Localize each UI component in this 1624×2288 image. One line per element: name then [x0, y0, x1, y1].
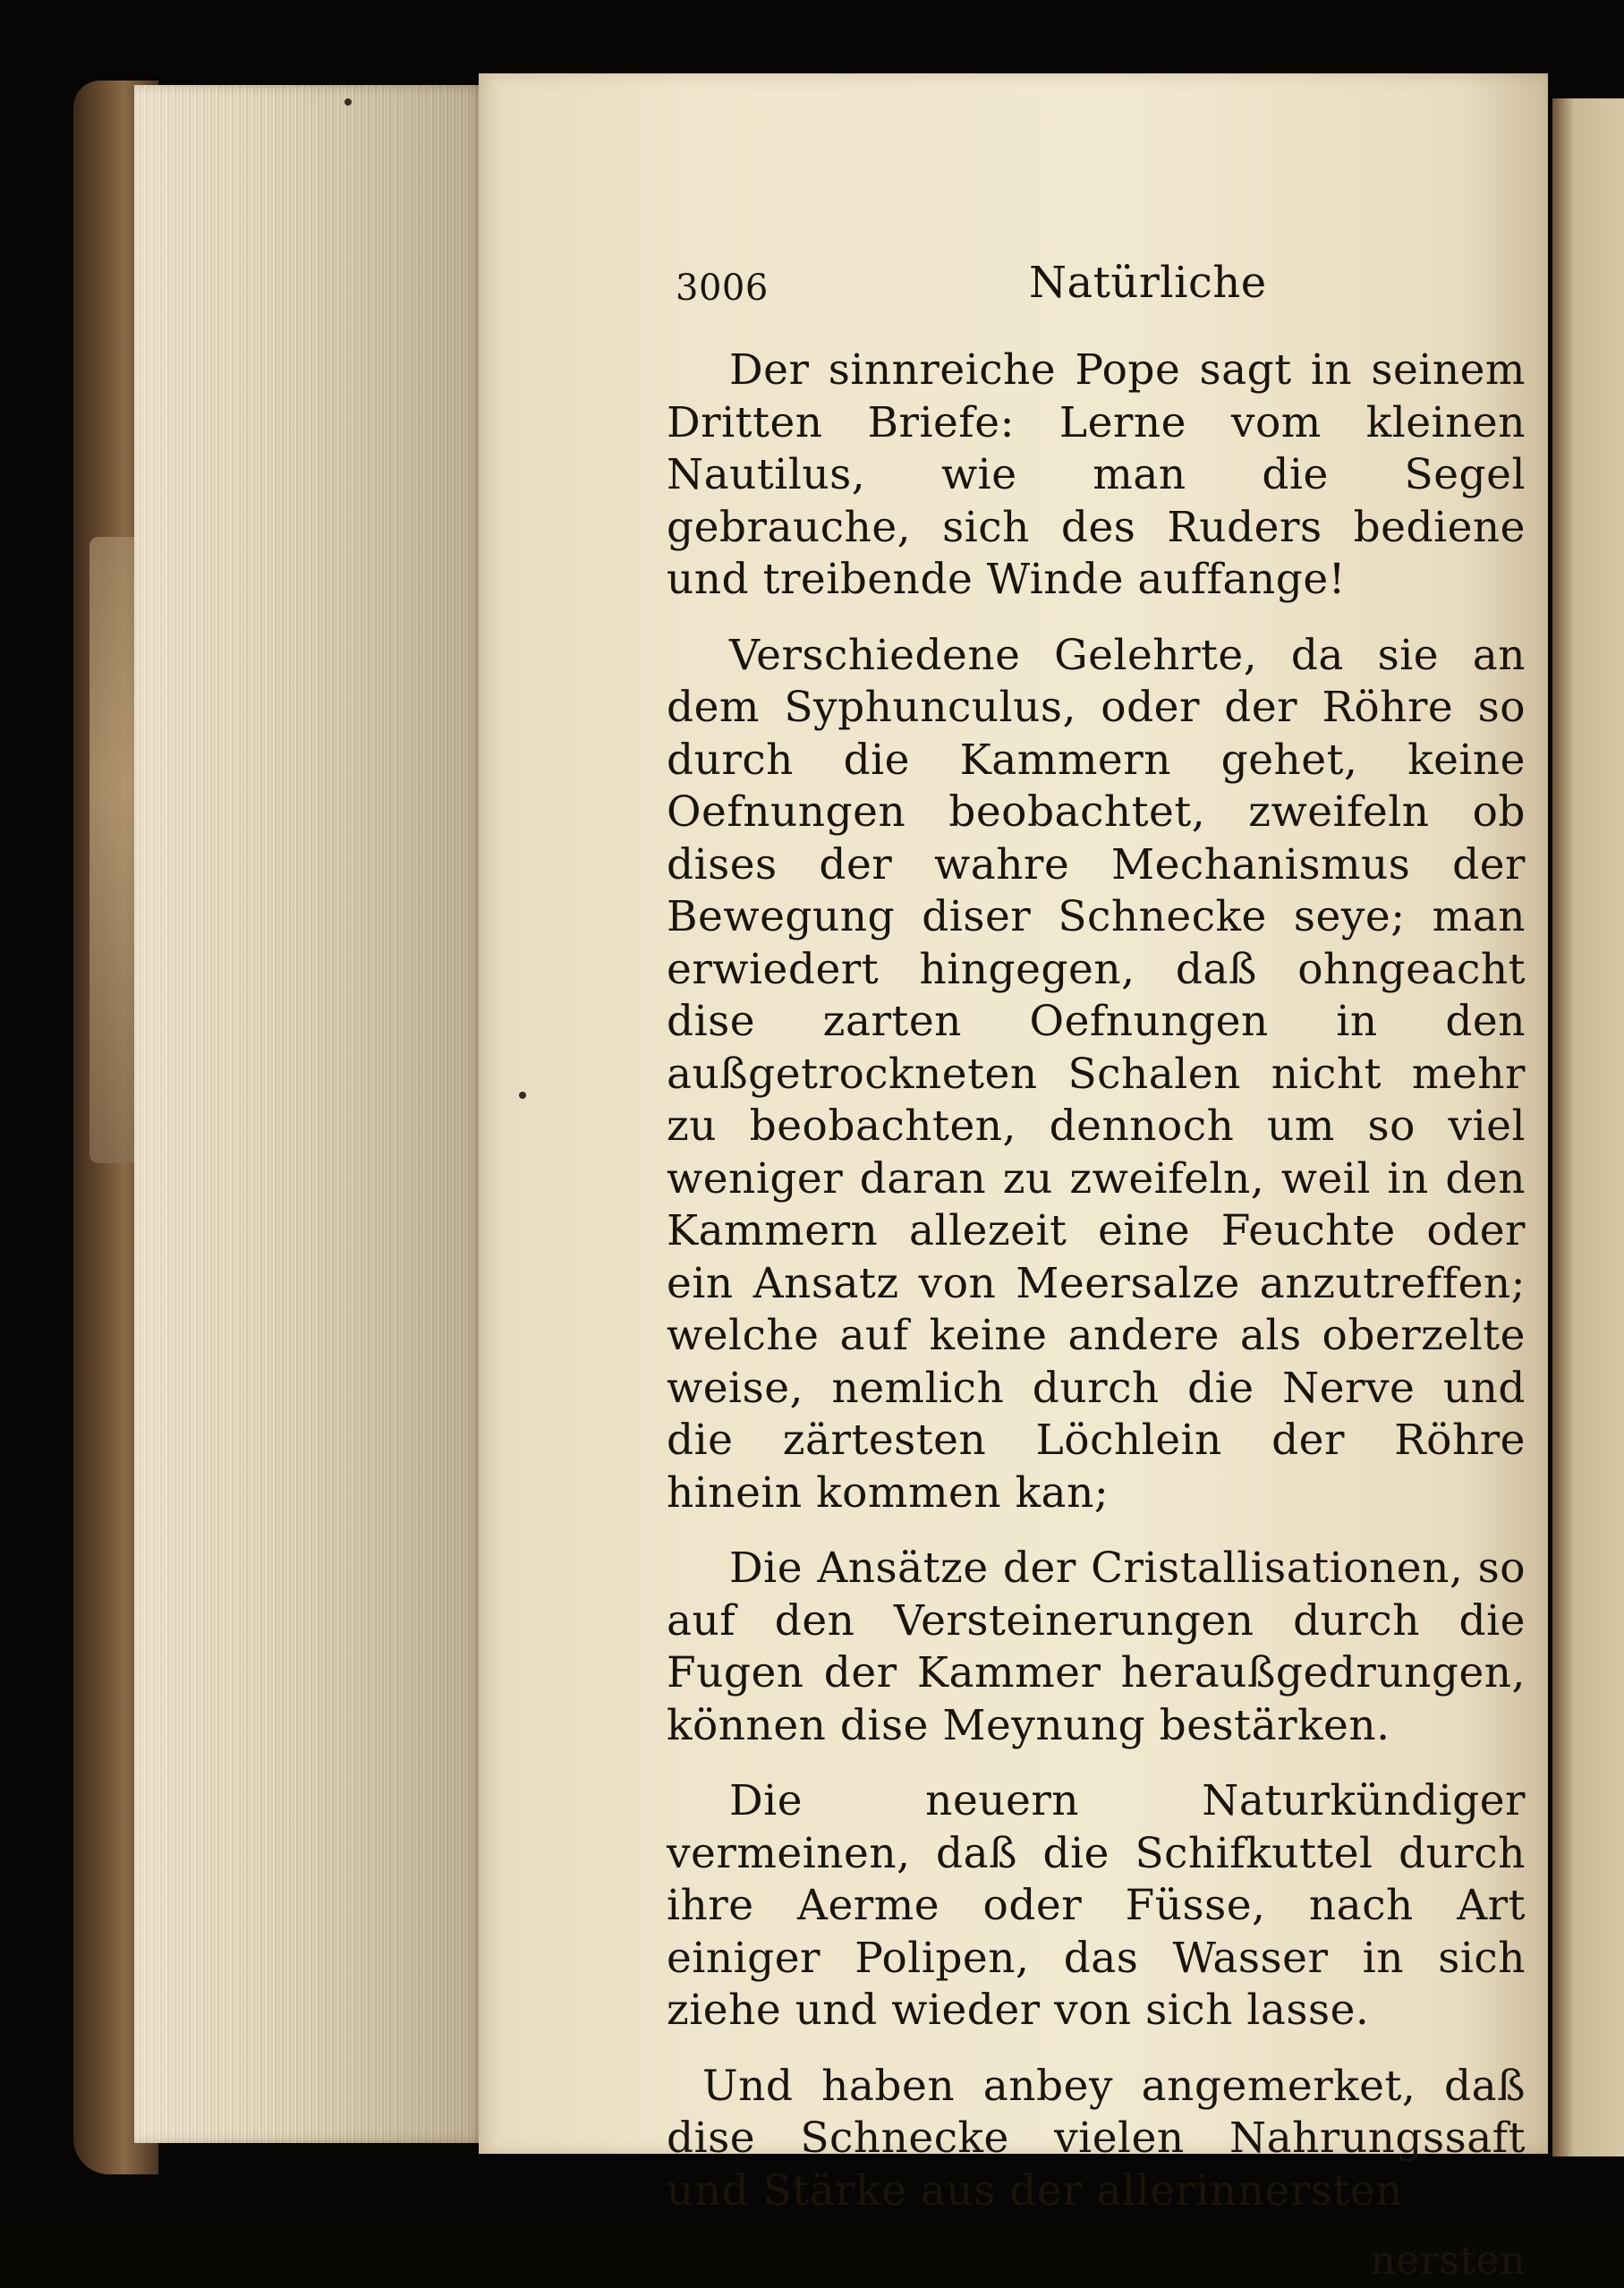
stain-mark: [344, 98, 352, 106]
page-header: [667, 246, 1526, 327]
paragraph-2: Verschiedene Gelehrte, da sie an dem Syphunculus, oder der Röhre so durch die Kammern gehet, keine Oefnungen beobachtet, zweifeln ob dises der wahre Mechanismus der Bewegung diser Schnecke seye; man erwiedert hingegen, daß ohngeacht dise zarten Oefnungen in den außgetrockneten Schalen nicht mehr zu beobachten, dennoch um so viel weniger daran zu zweifeln, weil in den Kammern allezeit eine Feuchte oder ein Ansatz von Meersalze anzutreffen; welche auf keine andere als oberzelte weise, nemlich durch die Nerve und die zärtesten Löchlein der Röhre hinein kommen kan;: [667, 630, 1526, 1518]
page-text: [667, 246, 1526, 2288]
paragraph-5: Und haben anbey angemerket, daß dise Schnecke vielen Nahrungssaft und Stärke aus der allerinnersten: [667, 2061, 1526, 2216]
paragraph-3: Die Ansätze der Cristallisationen, so auf den Versteinerungen durch die Fugen der Kammer heraußgedrungen, können dise Meynung bestärken.: [667, 1544, 1526, 1750]
page-block-edges: [134, 85, 483, 2143]
paragraph-4: Die neuern Naturkündiger vermeinen, daß die Schifkuttel durch ihre Aerme oder Füsse, nach Art einiger Polipen, das Wasser in sich ziehe und wieder von sich lasse.: [667, 1776, 1526, 2035]
page-number: 3006: [676, 268, 769, 309]
stain-mark: [519, 1092, 526, 1099]
catchword: nersten: [1370, 2238, 1526, 2284]
paragraph-1: Der sinnreiche Pope sagt in seinem Dritten Briefe: Lerne vom kleinen Nautilus, wie man die Segel gebrauche, sich des Ruders bediene und treibende Winde auffange!: [667, 345, 1526, 604]
running-title: Natürliche: [1029, 258, 1267, 308]
facing-page-edge: [1552, 98, 1624, 2156]
